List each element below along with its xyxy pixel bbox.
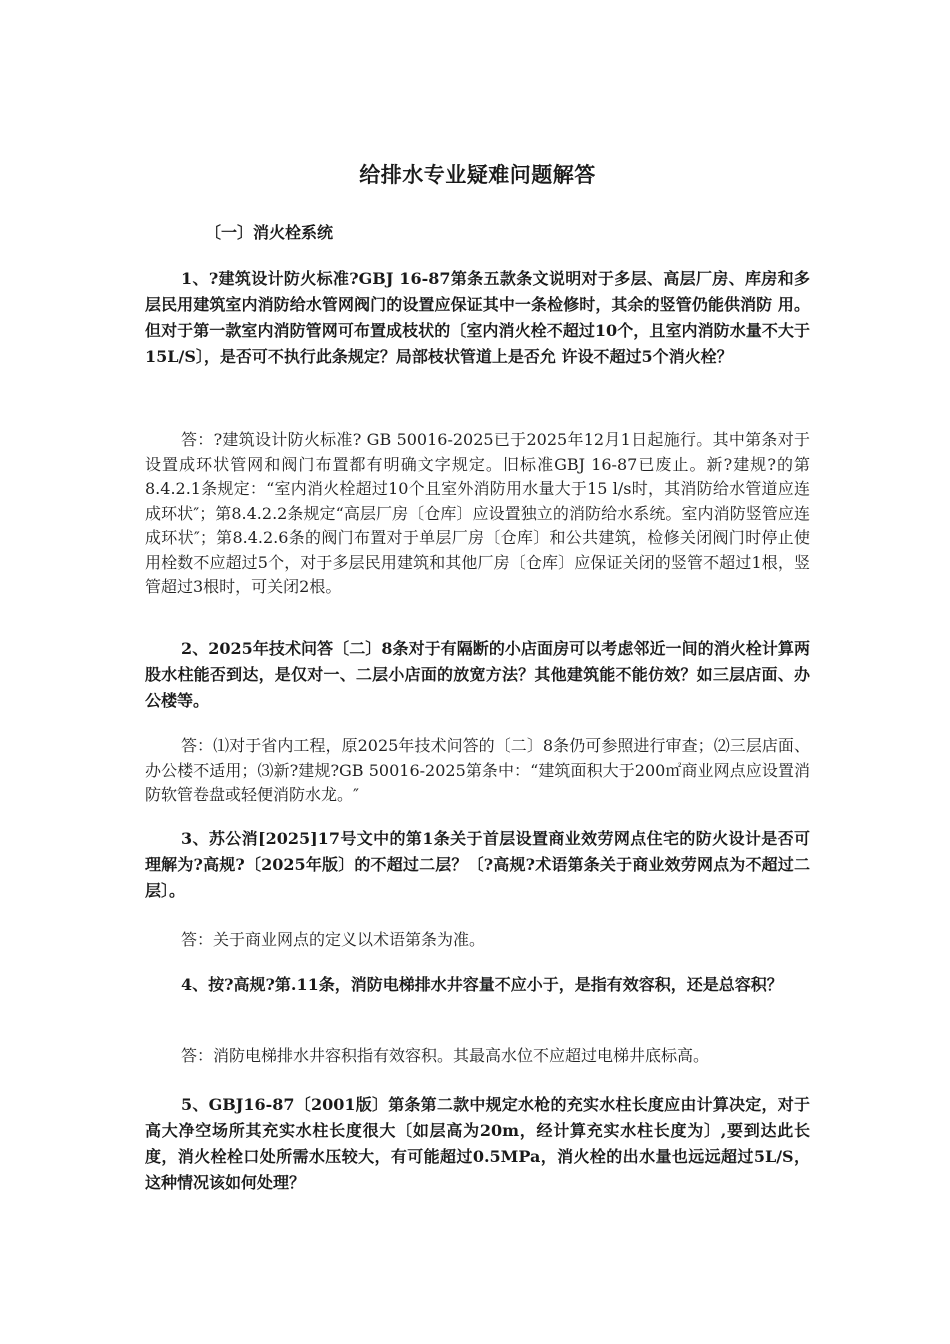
answer-2: 答：⑴对于省内工程，原2025年技术问答的〔二〕8条仍可参照进行审查；⑵三层店面、办公楼不适用；⑶新?建规?GB 50016-2025第条中：“建筑面积大于200㎡商业网点应设置消防软管卷盘或轻便消防水龙。″	[145, 736, 810, 804]
question-4: 4、按?高规?第.11条，消防电梯排水井容量不应小于，是指有效容积，还是总容积？	[181, 975, 783, 994]
document-title: 给排水专业疑难问题解答	[359, 162, 596, 187]
question-2: 2、2025年技术问答〔二〕8条对于有隔断的小店面房可以考虑邻近一间的消火栓计算两股水柱能否到达，是仅对一、二层小店面的放宽方法？其他建筑能不能仿效？如三层店面、办公楼等。	[145, 639, 810, 710]
section-heading: 〔一〕消火栓系统	[205, 223, 334, 242]
question-3: 3、苏公消[2025]17号文中的第1条关于首层设置商业效劳网点住宅的防火设计是否可理解为?高规?〔2025年版〕的不超过二层？〔?高规?术语第条关于商业效劳网点为不超过二层〕。	[145, 829, 810, 900]
question-1: 1、?建筑设计防火标准?GBJ 16-87第条五款条文说明对于多层、高层厂房、库房和多层民用建筑室内消防给水管网阀门的设置应保证其中一条检修时，其余的竖管仍能供消防 用。但对于第一款室内消防管网可布置成枝状的〔室内消火栓不超过10个，且室内消防水量不大于15L/S〕，是否可不执行此条规定？局部枝状管道上是否允 许设不超过5个消火栓？	[145, 269, 810, 366]
question-5: 5、GBJ16-87〔2001版〕第条第二款中规定水枪的充实水柱长度应由计算决定，对于高大净空场所其充实水柱长度很大〔如层高为20m，经计算充实水柱长度为〕,要到达此长度，消火栓栓口处所需水压较大，有可能超过0.5MPa，消火栓的出水量也远远超过5L/S，这种情况该如何处理？	[145, 1095, 810, 1192]
answer-4: 答：消防电梯排水井容积指有效容积。其最高水位不应超过电梯井底标高。	[181, 1046, 710, 1065]
answer-1: 答：?建筑设计防火标准? GB 50016-2025已于2025年12月1日起施行。其中第条对于设置成环状管网和阀门布置都有明确文字规定。旧标准GBJ 16-87已废止。新?建规?的第8.4.2.1条规定：“室内消火栓超过10个且室外消防用水量大于15 l/s时，其消防给水管道应连成环状″；第8.4.2.2条规定“高层厂房〔仓库〕应设置独立的消防给水系统。室内消防竖管应连成环状″；第8.4.2.6条的阀门布置对于单层厂房〔仓库〕和公共建筑，检修关闭阀门时停止使用栓数不应超过5个，对于多层民用建筑和其他厂房〔仓库〕应保证关闭的竖管不超过1根，竖管超过3根时，可关闭2根。	[145, 430, 810, 596]
answer-3: 答：关于商业网点的定义以术语第条为准。	[181, 930, 486, 949]
